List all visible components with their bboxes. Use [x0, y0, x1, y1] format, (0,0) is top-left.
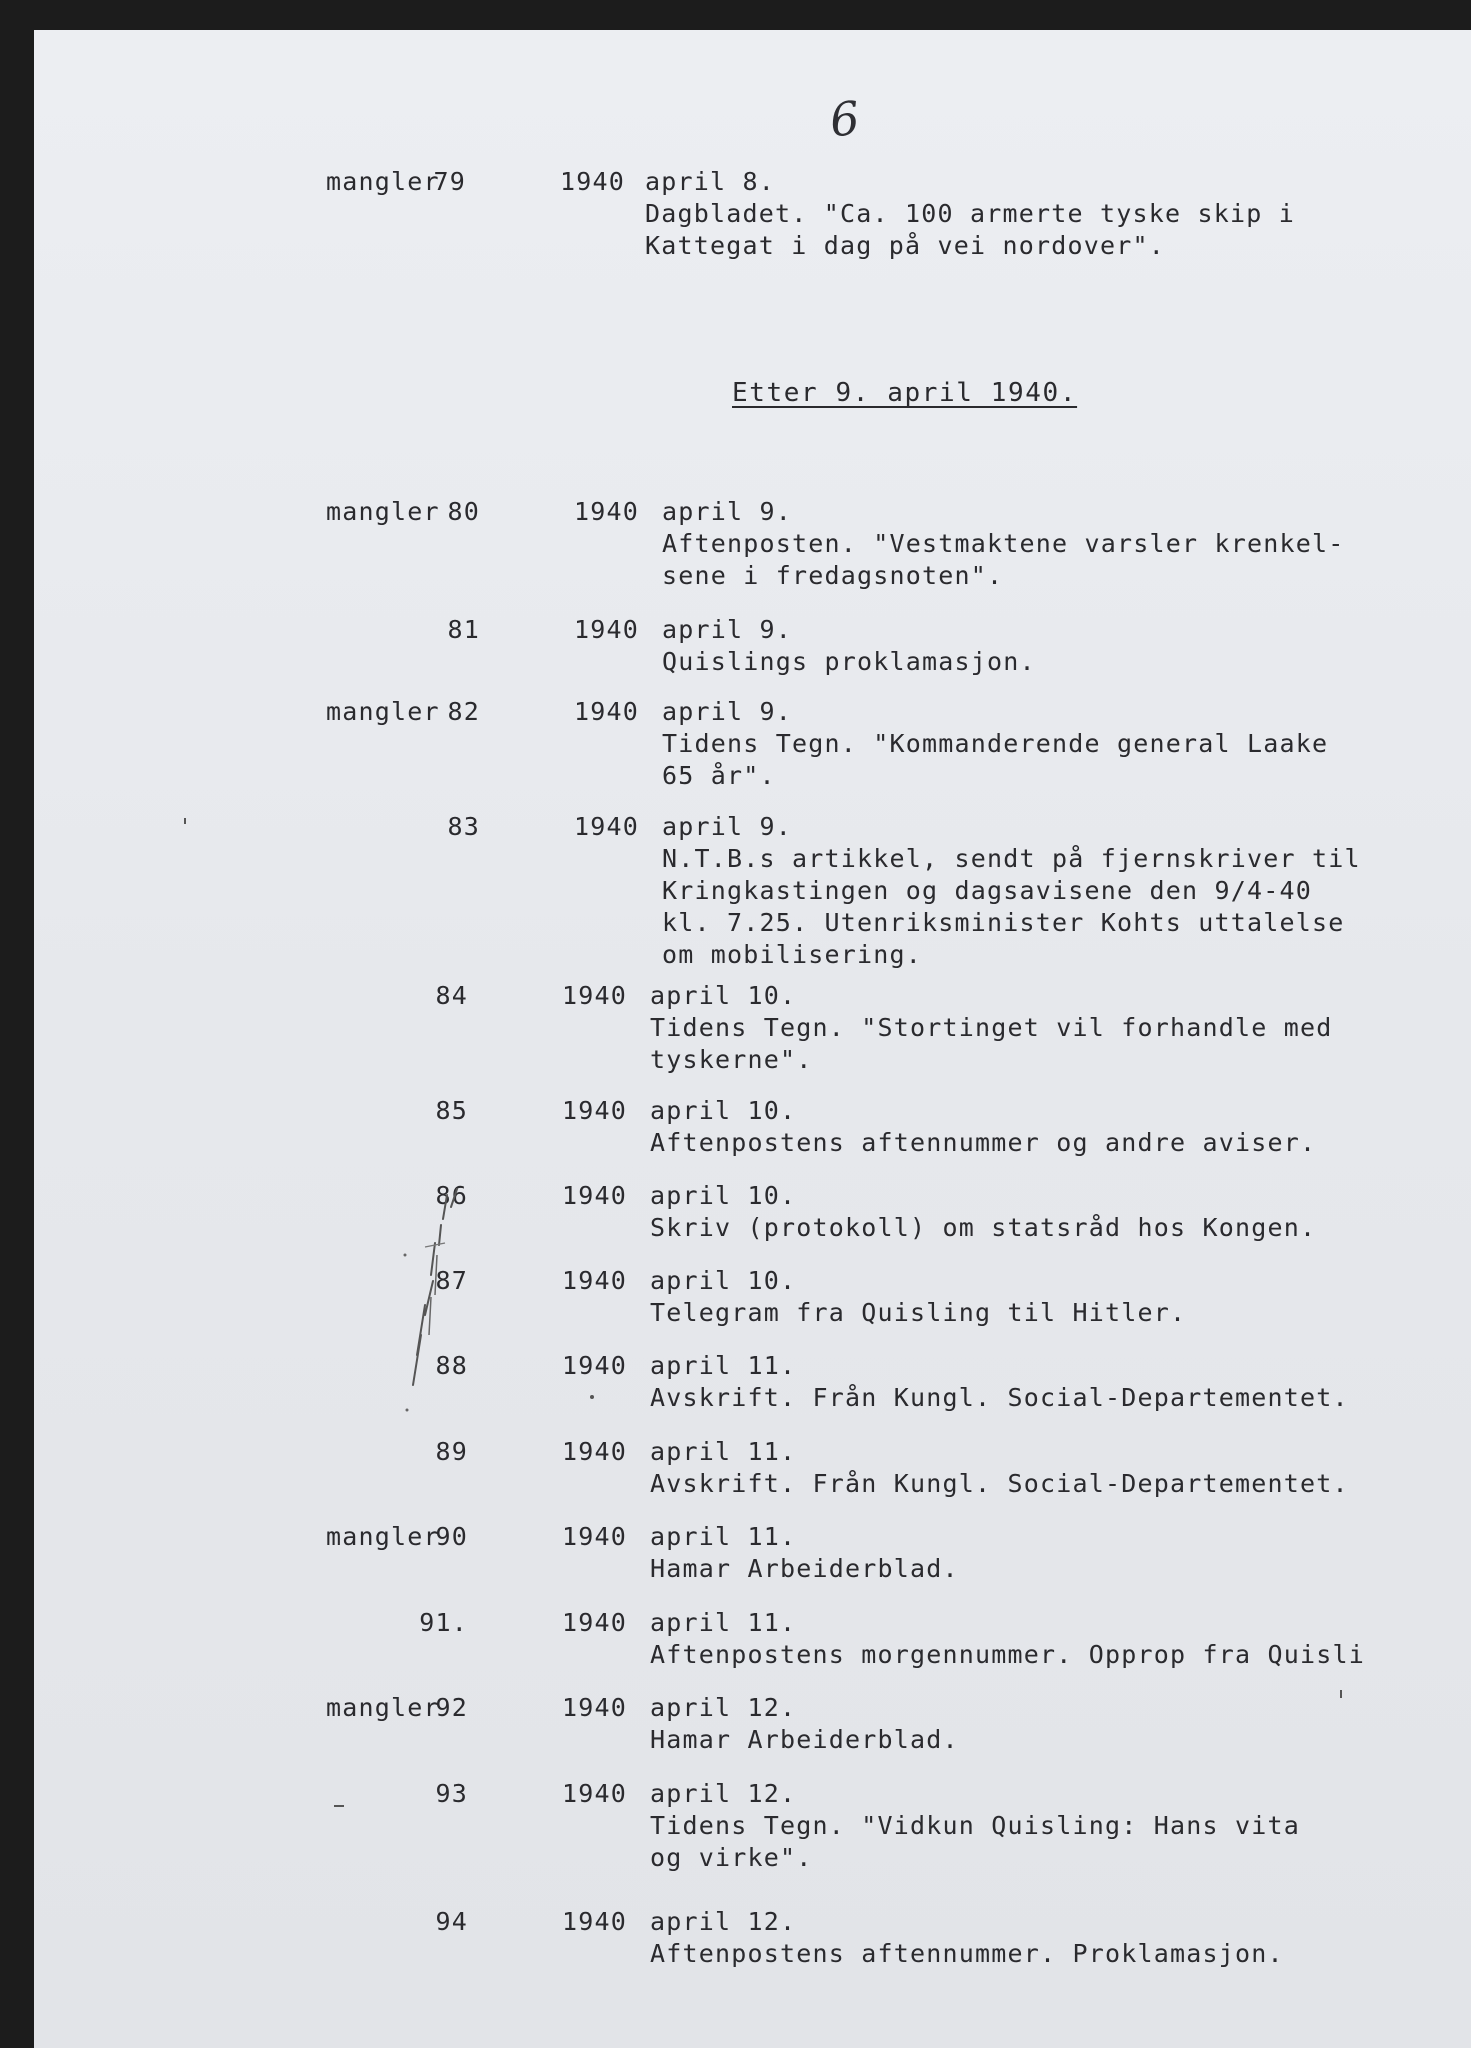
entry-status: mangler — [326, 697, 440, 726]
entry-description-line: Tidens Tegn. "Stortinget vil forhandle med — [650, 1013, 1333, 1042]
entry-year: 1940 — [562, 1522, 628, 1551]
entry-date: april 10. — [650, 981, 797, 1010]
entry-description-line: Skriv (protokoll) om statsråd hos Kongen. — [650, 1213, 1317, 1242]
entry-year: 1940 — [562, 1779, 628, 1808]
entry-year: 1940 — [574, 697, 640, 726]
entry-description-line: Aftenposten. "Vestmaktene varsler krenkel- — [662, 529, 1345, 558]
entry-date: april 8. — [645, 167, 776, 196]
entry-number: 87 — [435, 1266, 468, 1295]
entry-status: mangler — [326, 167, 440, 196]
entry-description-line: sene i fredagsnoten". — [662, 561, 1004, 590]
entry-description-line: og virke". — [650, 1843, 813, 1872]
entry-year: 1940 — [574, 615, 640, 644]
entry-date: april 12. — [650, 1779, 797, 1808]
entry-description-line: Quislings proklamasjon. — [662, 647, 1036, 676]
entry-number: 92 — [435, 1693, 468, 1722]
entry-number: 88 — [435, 1351, 468, 1380]
entry-date: april 11. — [650, 1608, 797, 1637]
entry-date: april 9. — [662, 697, 793, 726]
section-heading: Etter 9. april 1940. — [732, 378, 1078, 408]
entry-description-line: Aftenpostens morgennummer. Opprop fra Quisli — [650, 1640, 1366, 1669]
entry-number: 90 — [435, 1522, 468, 1551]
entry-number: 81 — [447, 615, 480, 644]
entry-number: 79 — [433, 167, 466, 196]
entry-description-line: Kringkastingen og dagsavisene den 9/4-40 — [662, 876, 1313, 905]
entry-date: april 10. — [650, 1181, 797, 1210]
entry-status: mangler — [326, 1522, 440, 1551]
speck-mark — [590, 1395, 594, 1399]
entry-year: 1940 — [562, 1907, 628, 1936]
pencil-mark-icon — [395, 1185, 475, 1415]
entry-description-line: Aftenpostens aftennummer. Proklamasjon. — [650, 1939, 1284, 1968]
entry-year: 1940 — [574, 812, 640, 841]
entry-number: 80 — [447, 497, 480, 526]
entry-year: 1940 — [562, 1351, 628, 1380]
speck-mark — [1340, 1690, 1342, 1698]
entry-number: 82 — [447, 697, 480, 726]
entry-date: april 12. — [650, 1693, 797, 1722]
entry-description-line: kl. 7.25. Utenriksminister Kohts uttalelse — [662, 908, 1345, 937]
entry-number: 86 — [435, 1181, 468, 1210]
entry-date: april 11. — [650, 1522, 797, 1551]
entry-description-line: Dagbladet. "Ca. 100 armerte tyske skip i — [645, 199, 1296, 228]
entry-date: april 9. — [662, 497, 793, 526]
entry-number: 91. — [419, 1608, 468, 1637]
entry-status: mangler — [326, 497, 440, 526]
entry-description-line: om mobilisering. — [662, 940, 923, 969]
entry-date: april 10. — [650, 1266, 797, 1295]
entry-year: 1940 — [562, 1266, 628, 1295]
entry-date: april 9. — [662, 615, 793, 644]
entry-description-line: Avskrift. Från Kungl. Social-Departementet. — [650, 1383, 1349, 1412]
speck-mark — [184, 818, 186, 824]
entry-description-line: 65 år". — [662, 761, 776, 790]
entry-year: 1940 — [562, 1693, 628, 1722]
entry-number: 84 — [435, 981, 468, 1010]
entry-year: 1940 — [562, 1608, 628, 1637]
entry-description-line: Hamar Arbeiderblad. — [650, 1554, 959, 1583]
entry-number: 94 — [435, 1907, 468, 1936]
entry-description-line: Aftenpostens aftennummer og andre aviser. — [650, 1128, 1317, 1157]
speck-mark — [334, 1805, 344, 1807]
entry-date: april 11. — [650, 1437, 797, 1466]
entry-year: 1940 — [560, 167, 626, 196]
entry-description-line: Tidens Tegn. "Kommanderende general Laake — [662, 729, 1329, 758]
entry-description-line: Avskrift. Från Kungl. Social-Departementet. — [650, 1469, 1349, 1498]
entry-year: 1940 — [562, 981, 628, 1010]
entry-status: mangler — [326, 1693, 440, 1722]
entry-year: 1940 — [562, 1437, 628, 1466]
entry-date: april 10. — [650, 1096, 797, 1125]
entry-description-line: tyskerne". — [650, 1045, 813, 1074]
handwritten-page-number: 6 — [827, 90, 863, 148]
entry-description-line: Hamar Arbeiderblad. — [650, 1725, 959, 1754]
entry-description-line: Kattegat i dag på vei nordover". — [645, 231, 1166, 260]
entry-description-line: Tidens Tegn. "Vidkun Quisling: Hans vita — [650, 1811, 1301, 1840]
entry-description-line: Telegram fra Quisling til Hitler. — [650, 1298, 1187, 1327]
entry-date: april 11. — [650, 1351, 797, 1380]
entry-number: 89 — [435, 1437, 468, 1466]
entry-number: 93 — [435, 1779, 468, 1808]
entry-date: april 9. — [662, 812, 793, 841]
entry-number: 85 — [435, 1096, 468, 1125]
entry-year: 1940 — [562, 1181, 628, 1210]
entry-date: april 12. — [650, 1907, 797, 1936]
entry-year: 1940 — [562, 1096, 628, 1125]
entry-year: 1940 — [574, 497, 640, 526]
entry-description-line: N.T.B.s artikkel, sendt på fjernskriver til — [662, 844, 1361, 873]
entry-number: 83 — [447, 812, 480, 841]
